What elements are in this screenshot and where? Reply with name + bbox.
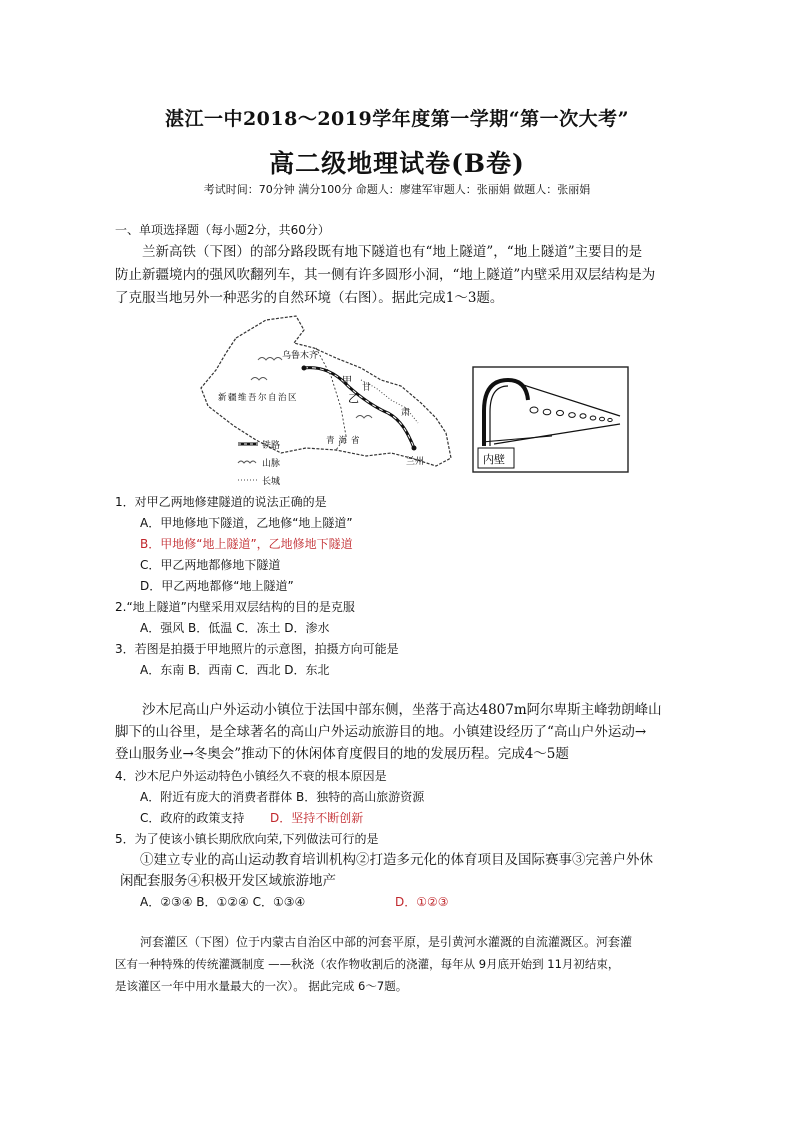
q5-option-d: D．①②③ <box>395 895 449 909</box>
passage2-line3: 登山服务业→冬奥会”推动下的休闲体育度假目的地的发展历程。完成4～5题 <box>115 746 569 762</box>
label-su: 肃 <box>401 408 411 418</box>
passage3-line2: 区有一种特殊的传统灌溉制度 ——秋浇（农作物收割后的浇灌，每年从 9月底开始到 11月初结束， <box>115 957 620 971</box>
passage1-line1: 兰新高铁（下图）的部分路段既有地下隧道也有“地上隧道”，“地上隧道”主要目的是 <box>142 244 643 260</box>
exam-meta: 考试时间：70分钟 满分100分 命题人：廖建军审题人：张丽娟 做题人：张丽娟 <box>203 183 591 196</box>
label-jia: 甲 <box>342 376 352 387</box>
tunnel-diagram <box>472 366 630 474</box>
exam-subtitle: 高二级地理试卷(B卷) <box>269 149 525 178</box>
q3-stem: 3．若图是拍摄于甲地照片的示意图，拍摄方向可能是 <box>115 642 399 656</box>
q5-options-abc: A．②③④ B．①②④ C．①③④ <box>140 895 306 909</box>
q5-stem: 5．为了使该小镇长期欣欣向荣,下列做法可行的是 <box>115 832 379 846</box>
label-urumqi: 乌鲁木齐 <box>282 351 319 361</box>
lanxin-railway-map <box>196 308 458 488</box>
q3-options: A．东南 B．西南 C．西北 D．东北 <box>140 663 330 677</box>
q4-stem: 4．沙木尼户外运动特色小镇经久不衰的根本原因是 <box>115 769 387 783</box>
urumqi-marker <box>302 366 307 371</box>
label-qinghai: 青海省 <box>326 436 364 446</box>
legend-mountain-label: 山脉 <box>262 459 281 469</box>
passage2-line2: 脚下的山谷里，是全球著名的高山户外运动旅游目的地。小镇建设经历了“高山户外运动→ <box>115 724 647 740</box>
q4-options-ab: A．附近有庞大的消费者群体 B．独特的高山旅游资源 <box>140 790 425 804</box>
xinjiang-boundary <box>316 348 346 450</box>
passage1-line3: 了克服当地另外一种恶劣的自然环境（右图）。据此完成1～3题。 <box>115 290 504 306</box>
legend-railway-label: 铁路 <box>262 441 281 451</box>
legend-wall-label: 长城 <box>262 477 281 487</box>
legend-mountain-symbol <box>238 461 256 463</box>
q1-option-c: C．甲乙两地都修地下隧道 <box>140 558 281 572</box>
q1-stem: 1．对甲乙两地修建隧道的说法正确的是 <box>115 495 327 509</box>
label-xinjiang: 新疆维吾尔自治区 <box>218 393 299 403</box>
q1-option-a: A．甲地修地下隧道，乙地修“地上隧道” <box>140 516 353 530</box>
q5-statement-line1: ①建立专业的高山运动教育培训机构②打造多元化的体育项目及国际赛事③完善户外休 <box>140 852 653 868</box>
q5-statement-line2: 闲配套服务④积极开发区域旅游地产 <box>120 873 336 889</box>
section-heading: 一、单项选择题（每小题2分，共60分） <box>115 223 330 237</box>
label-yi: 乙 <box>348 392 359 405</box>
q1-option-d: D．甲乙两地都修“地上隧道” <box>140 579 294 593</box>
inner-wall-label: 内壁 <box>483 453 505 466</box>
q4-option-d: D．坚持不断创新 <box>270 811 364 825</box>
passage1-line2: 防止新疆境内的强风吹翻列车，其一侧有许多圆形小洞，“地上隧道”内壁采用双层结构是为 <box>115 267 656 283</box>
passage3-line1: 河套灌区（下图）位于内蒙古自治区中部的河套平原，是引黄河水灌溉的自流灌溉区。河套灌 <box>140 935 633 949</box>
lanzhou-marker <box>412 446 417 451</box>
label-gan: 甘 <box>362 383 372 393</box>
passage2-line1: 沙木尼高山户外运动小镇位于法国中部东侧，坐落于高达4807m阿尔卑斯主峰勃朗峰山 <box>142 702 662 718</box>
q2-stem: 2.“地上隧道”内壁采用双层结构的目的是克服 <box>115 600 355 614</box>
q1-option-b: B．甲地修“地上隧道”，乙地修地下隧道 <box>140 537 353 551</box>
exam-title: 湛江一中2018～2019学年度第一学期“第一次大考” <box>164 108 630 130</box>
q2-options: A．强风 B．低温 C．冻土 D．渗水 <box>140 621 330 635</box>
passage3-line3: 是该灌区一年中用水量最大的一次）。 据此完成 6～7题。 <box>115 979 408 993</box>
q4-option-c: C．政府的政策支持 <box>140 811 245 825</box>
label-lanzhou: 兰州 <box>406 457 425 467</box>
